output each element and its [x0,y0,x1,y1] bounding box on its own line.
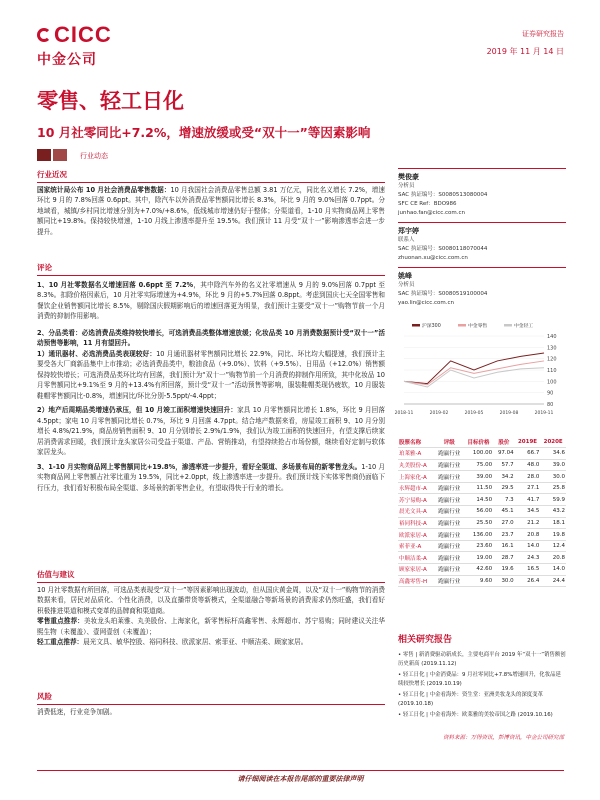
divider [398,168,566,169]
table-cell: 12.4 [552,543,565,550]
table-row [398,540,566,552]
related-reports-title: 相关研究报告 [398,635,453,645]
related-report-text: • 轻工日化 | 中金看海外：资生堂：亚洲美妆龙头的深度变革 (2019.10.18) [398,692,543,707]
table-row [398,482,566,494]
analyst-cert: SAC 执证编号：S0080513080004 [398,192,488,198]
report-date: 2019 年 11 月 14 日 [486,47,564,56]
divider [398,222,566,223]
analyst-email[interactable]: junhao.fan@cicc.com.cn [398,210,466,216]
table-cell: 跑赢行业 [438,474,461,481]
table-cell: 25.50 [476,519,493,526]
legend-swatch [504,324,512,327]
stock-name-cell: 高鑫零售-H [399,578,428,585]
table-cell: 11.50 [476,485,493,492]
stock-name-cell: 永辉超市-A [399,486,427,493]
table-cell: 30.0 [501,577,514,584]
table-row [398,494,566,506]
section-title: 行业近况 [37,170,385,183]
lead-text: 3、1-10 月实物商品网上零售额同比+19.8%，渗透率进一步提升，看好全渠道、多场景布局的新零售龙头。 [37,462,362,471]
table-cell: 28.7 [501,554,514,561]
legend-label: 中金零售 [468,324,488,329]
table-cell: 66.7 [527,450,540,457]
analyst-cert: SAC 执证编号：S0080118070044 [398,246,488,252]
table-cell: 24.3 [527,554,540,561]
paragraph [37,185,385,238]
report-subtitle: 10 月社零同比+7.2%，增速放缓或受“双十一”等因素影响 [37,125,371,140]
analyst-block [398,168,566,308]
legend-label: 沪深300 [422,324,441,329]
table-cell: 21.2 [527,519,540,526]
stock-name-cell: 裕同科技-A [399,520,427,527]
related-report-item[interactable] [398,711,566,720]
table-cell: 20.8 [552,554,565,561]
section-industry-status [37,170,385,237]
table-row [398,459,566,471]
divider [398,267,566,268]
table-cell: 100.00 [472,450,493,457]
performance-chart [394,320,566,418]
stock-name-cell: 顾家家居-A [399,567,427,574]
body-text: 1-10 月实物商品网上零售额占社零比重为 19.5%，同比+2.0ppt，线上渗透率进一步提升。我们预计线下实体零售商仍面临下行压力，我们看好积极布局全渠道、多场景的新零售企业，有望取得快于行业的增长。 [37,462,385,492]
table-cell: 57.7 [501,461,514,468]
table-cell: 7.3 [504,496,514,503]
stock-name-cell: 中顺洁柔-A [399,555,427,562]
table-cell: 41.7 [527,496,540,503]
analyst-role: 分析员 [398,183,415,189]
section-title: 评论 [37,263,385,276]
table-cell: 39.0 [552,461,565,468]
lead-text: 1、10 月社零数据名义增速回落 0.6ppt 至 7.2% [37,280,194,289]
table-cell: 34.6 [552,450,565,457]
y-tick-label: 130 [547,345,557,352]
table-cell: 9.60 [479,577,493,584]
table-row [398,564,566,576]
body-text: 10 月我国社会消费品零售总额 3.81 万亿元，同比名义增长 7.2%，增速环比 9 月的 7.8%回落 0.6ppt。其中，除汽车以外消费品零售额同比增长 8.3%，环比 9 月的 9.0%回落 0.7ppt。分地域看，城镇/乡村同比增速分别为+7.0%/+8.6%，低线城市增速仍好于整体；分渠道看，1-10 月实物商品网上零售额同比+19.8%。保持较快增速，1-10 月线上渗透率提升至 19.5%。我们预计 11 月受“双十一”影响渗透率会进一步提升。 [37,185,385,236]
table-cell: 跑赢行业 [438,578,461,585]
related-report-text: • 轻工日化 | 中金消费品：9 月社零同比+7.8%增速回升，化妆品延续较快增长 (2019.10.19) [398,672,561,687]
y-tick-label: 110 [547,368,557,374]
col-header: 2020E [543,438,563,445]
cicc-logo [37,22,117,69]
col-header: 评级 [443,439,455,446]
y-tick-label: 140 [547,334,557,340]
table-row [398,575,566,587]
cicc-logo-icon [37,28,51,42]
analyst-name: 姚峰 [398,272,412,280]
stock-name-cell: 丸美股份-A [399,462,427,469]
table-cell: 19.00 [476,554,493,561]
report-tag: 行业动态 [80,152,108,160]
table-row [398,529,566,541]
table-row [398,506,566,518]
table-cell: 16.1 [501,543,514,550]
lead-text: 零售重点推荐： [37,617,84,625]
related-report-text: • 轻工日化 | 中金看海外：欧莱雅的美妆帝国之路 (2019.10.16) [398,712,553,718]
lead-text: 国家统计局公布 10 月社会消费品零售数据： [37,185,171,194]
analyst-cert: SAC 执证编号：S0080519100004 [398,291,488,297]
body-text: 晨光文具、敏华控股、裕同科技、欧派家居、索菲亚、中顺洁柔、顾家家居。 [83,638,308,646]
y-tick-label: 90 [547,390,554,397]
table-cell: 14.0 [527,543,540,550]
table-cell: 19.6 [501,566,514,573]
table-cell: 跑赢行业 [438,567,461,574]
table-cell: 26.4 [527,577,540,584]
body-text: 10 月通讯器材零售额同比增长 22.9%，同比、环比均大幅提速，我们预计主要受各大厂商新品集中上市推动；必选消费品类中，粮油食品（+9.0%）、饮料（+9.5%）、日用品（+12.0%）销售额保持较快增长；可选消费品类环比均有回落，我们预计为“双十一”购物节前一个月消费的抑制作用所致，其中化妆品 10 月零售额同比+9.1%至 9 月的+13.4%有所回落，预计受“双十一”活动预售等影响，服装鞋帽类现仍疲软，10 月服装鞋帽零售额同比-0.8%，增速同比/环比分别-5.5ppt/-4.4ppt； [37,349,385,400]
lead-text: 轻工重点推荐： [37,638,84,646]
table-cell: 跑赢行业 [438,451,461,458]
section-comment [37,263,385,493]
table-cell: 19.8 [552,531,565,538]
section-risk [37,692,385,717]
legend-swatch [412,324,420,327]
analyst-email[interactable]: yao.lin@cicc.com.cn [398,300,455,306]
table-row [398,552,566,564]
table-cell: 56.00 [476,508,493,515]
table-cell: 25.8 [552,485,565,492]
paragraph [37,280,385,322]
analyst-cert: SFC CE Ref：BDO986 [398,201,457,207]
col-header: 股价 [498,439,510,446]
table-cell: 23.60 [476,543,493,550]
legend-swatch [458,324,466,327]
table-cell: 16.5 [527,566,540,573]
stock-name-cell: 上海家化-A [399,474,427,481]
x-tick-label: 2018-11 [394,411,414,416]
x-tick-label: 2019-08 [499,411,519,416]
tag-decoration [37,149,51,161]
analyst-name: 樊俊豪 [398,173,419,181]
col-header: 2019E [517,438,538,445]
paragraph [37,616,385,637]
table-cell: 34.2 [501,473,514,480]
report-title: 零售、轻工日化 [37,89,184,113]
stock-name-cell: 晨光文具-A [399,509,427,516]
table-cell: 30.0 [552,473,565,480]
analyst-name: 郑宇婷 [398,227,419,235]
performance-chart-svg [394,320,566,418]
table-cell: 29.5 [501,485,514,492]
y-tick-label: 120 [547,356,557,363]
legend-label: 中金轻工 [514,324,534,329]
table-cell: 27.0 [501,519,514,526]
table-cell: 14.50 [476,496,493,503]
table-cell: 45.1 [501,508,514,515]
table-row [398,517,566,529]
stock-table [398,436,566,587]
report-type: 证券研究报告 [522,30,564,38]
section-valuation [37,570,385,648]
stock-name-cell: 苏宁易购-A [399,497,427,504]
stock-name-cell: 索菲亚-A [399,544,422,551]
table-header-row [398,436,566,448]
table-cell: 27.1 [527,485,540,492]
section-title: 风险 [37,692,385,705]
table-cell: 23.7 [501,531,514,538]
table-row [398,448,566,460]
table-cell: 48.0 [527,461,540,468]
paragraph [37,637,385,648]
paragraph [37,462,385,494]
table-cell: 18.1 [552,519,565,526]
related-report-item[interactable] [398,671,566,688]
analyst-role: 联系人 [398,237,415,243]
lead-text: 2）地产后周期品类增速仍承压，但 10 月竣工面积增速快速回升： [37,406,238,414]
logo-en-text: CICC [54,22,112,47]
body-text: 美妆龙头珀莱雅、丸美股份、上海家化，新零售标杆高鑫零售、永辉超市、苏宁易购；同时建议关注华熙生物（未覆盖）、壹网壹创（未覆盖）； [37,617,385,636]
stock-name-cell: 欧派家居-A [399,532,427,539]
table-cell: 跑赢行业 [438,544,461,551]
table-cell: 28.0 [527,473,540,480]
paragraph: 消费低迷，行业竞争加剧。 [37,707,117,716]
related-report-item[interactable] [398,651,566,668]
table-cell: 75.00 [476,461,493,468]
table-cell: 跑赢行业 [438,497,461,504]
lead-text: 1）通讯器材、必选消费品类表现较好： [37,349,157,358]
y-tick-label: 100 [547,379,557,386]
x-tick-label: 2019-11 [534,411,554,416]
table-cell: 20.8 [527,531,540,538]
logo-cn-text: 中金公司 [37,52,97,68]
table-cell: 43.2 [552,508,565,515]
analyst-role: 分析员 [398,282,415,288]
x-tick-label: 2019-02 [429,411,449,416]
paragraph [37,349,385,402]
table-cell: 97.04 [497,450,514,457]
table-cell: 14.0 [552,566,565,573]
table-cell: 跑赢行业 [438,509,461,516]
paragraph: 10 月社零数据有所回落，可选品类表现受“双十一”等因素影响出现波动，但从国庆黄金周，以及“双十一”购物节的消费数据来看，居民对品质化、个性化消费，以及直播带货等新模式，全渠道融合等新场景的消费需求仍然旺盛，我们看好积极推进渠道和模式变革的品牌商和渠道商。 [37,585,385,615]
table-cell: 34.5 [527,508,540,515]
related-report-text: • 零售 | 新消费驱动新成长，主要电商平台 2019 年“双十一”销售额创历史新高 (2019.11.12) [398,652,566,667]
stock-name-cell: 珀莱雅-A [399,451,422,458]
table-cell: 136.00 [472,531,493,538]
y-tick-label: 80 [547,402,554,408]
related-report-item[interactable] [398,691,566,708]
col-header: 目标价格 [467,439,490,446]
table-row [398,471,566,483]
table-cell: 跑赢行业 [438,532,461,539]
x-tick-label: 2019-05 [464,411,484,416]
table-cell: 42.60 [476,566,493,573]
analyst-email[interactable]: zhuonan.xu@cicc.com.cn [398,255,468,261]
table-cell: 59.9 [552,496,565,503]
legal-footer: 请仔细阅读在本报告尾部的重要法律声明 [37,770,564,784]
tag-decoration-2 [53,149,67,161]
paragraph: 2、分品类看：必选消费品类维持较快增长，可选消费品类整体增速放缓；化妆品类 10 月消费数据预计受“双十一”活动预售等影响，11 月有望回升。 [37,328,385,347]
table-cell: 跑赢行业 [438,520,461,527]
related-reports-list [398,651,566,723]
body-text: ，其中除汽车外的名义社零增速从 9 月的 9.0%回落 0.7ppt 至 8.3%。扣除价格因素后，10 月社零实际增速为+4.9%，环比 9 月的+5.7%回落 0.8ppt。考虑到国庆七天全国零售和餐饮企业销售额同比增长 8.5%，剔除国庆假期影响后的增速回落更为明显，我们预计主要受“双十一”购物节前一个月消费的抑制作用影响。 [37,280,385,320]
body-text: 家具 10 月零售额同比增长 1.8%，环比 9 月回落 4.5ppt；家电 10 月零售额同比增长 0.7%，环比 9 月回落 4.7ppt。结合地产数据来看，房屋竣工面积 9、10 月分别增长 4.8%/21.9%，商品房销售面积 9、10 月分别增长 2.9%/1.9%，我们认为竣工面积的快速回升，有望支撑后续家居消费需求回暖，我们预计龙头家居公司受益于渠道、产品、营销推动，有望持续抢占市场份额，继续看好定制与软体家居龙头。 [37,406,385,456]
paragraph [37,405,385,458]
section-title: 估值与建议 [37,570,385,583]
table-cell: 39.00 [476,473,493,480]
source-note: 资料来源：万得资讯，彭博资讯，中金公司研究部 [442,735,564,741]
table-cell: 跑赢行业 [438,462,461,469]
table-cell: 跑赢行业 [438,486,461,493]
table-cell: 跑赢行业 [438,555,461,562]
col-header: 股票名称 [399,439,422,446]
table-cell: 24.4 [552,577,565,584]
